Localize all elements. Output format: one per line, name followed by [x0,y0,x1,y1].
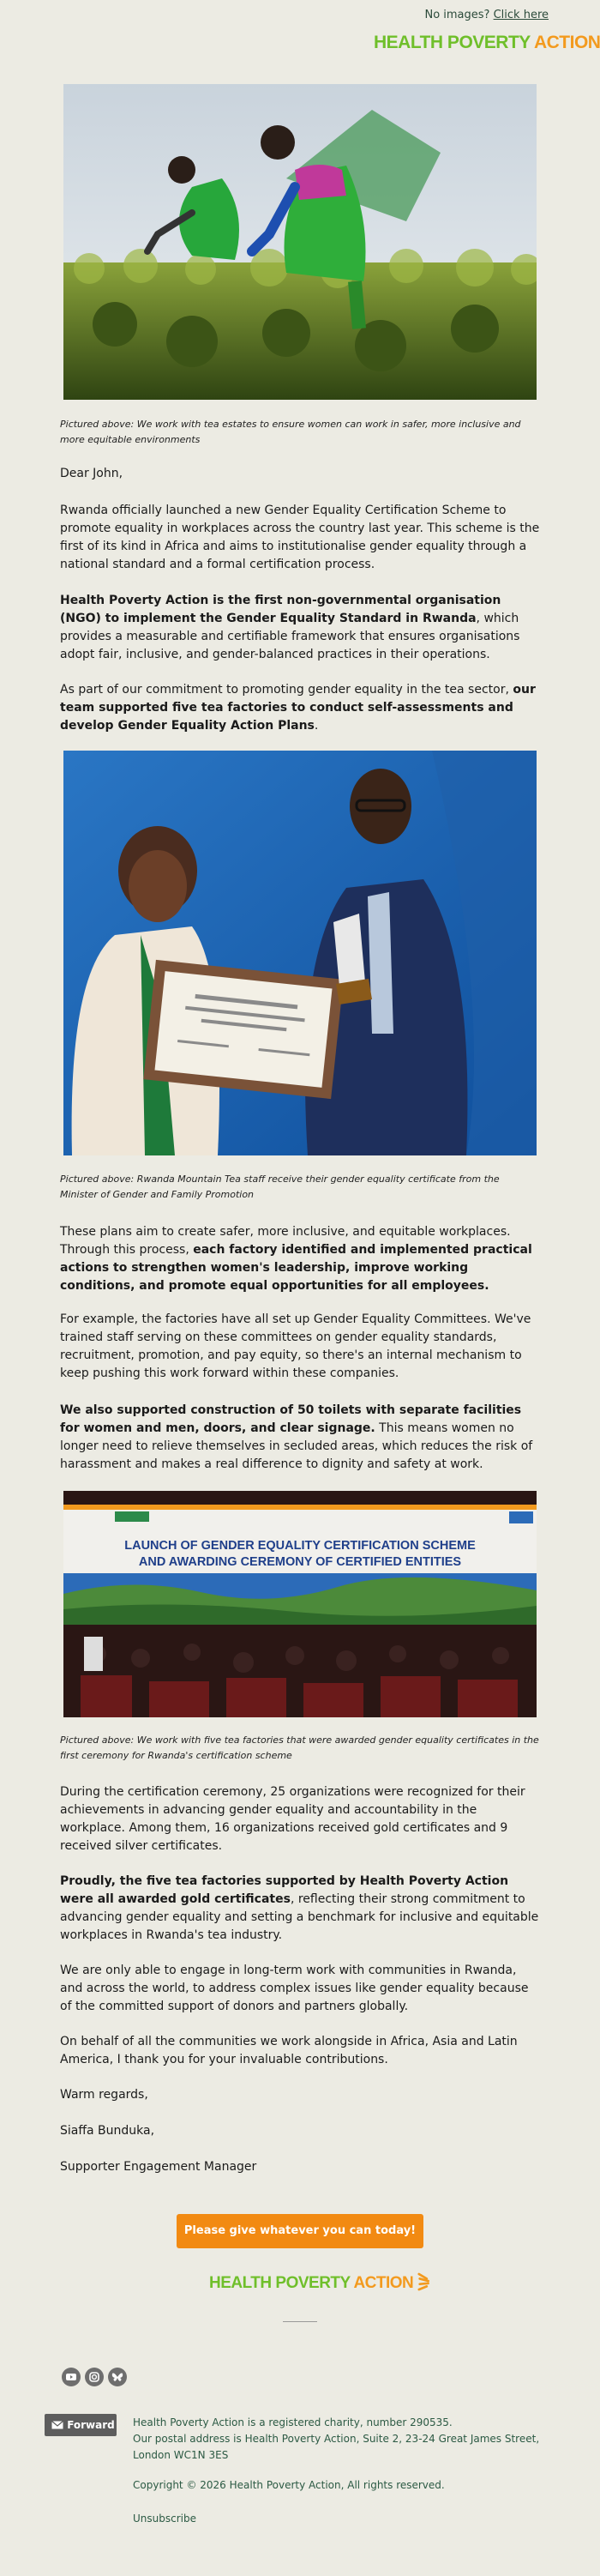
click-here-link[interactable]: Click here [493,9,549,21]
envelope-icon [51,2421,63,2429]
logo-top[interactable] [374,31,600,53]
instagram-icon[interactable] [85,2368,104,2386]
caption-3: Pictured above: We work with five tea factories that were awarded gender equality certificates in the first ceremony for Rwanda's certification scheme [60,1734,539,1761]
paragraph-8-bold: Proudly, the five tea factories supported by Health Poverty Action were all awarded gold certificates [60,1874,509,1906]
banner-line-2: AND AWARDING CEREMONY OF CERTIFIED ENTITIES [138,1555,462,1569]
footer-charity: Health Poverty Action is a registered charity, number 290535. [133,2416,453,2428]
paragraph-2-bold: Health Poverty Action is the first non-governmental organisation (NGO) to implement the Gender Equality Standard in Rwanda [60,594,501,625]
paragraph-4 [60,1223,540,1295]
paragraph-10: On behalf of all the communities we work alongside in Africa, Asia and Latin America, I thank you for your invaluable contributions. [60,2035,518,2066]
paragraph-2 [60,592,540,664]
bluesky-icon[interactable] [108,2368,127,2386]
logo-text-health-poverty: HEALTH POVERTY [209,2274,354,2292]
paragraph-8 [60,1873,540,1945]
signer-name: Siaffa Bunduka, [60,2124,155,2138]
youtube-icon[interactable] [62,2368,81,2386]
unsubscribe-link[interactable]: Unsubscribe [133,2513,196,2525]
greeting: Dear John, [60,467,123,480]
logo-text-action: ACTION [533,33,600,52]
donate-button[interactable]: Please give whatever you can today! [177,2214,423,2248]
signer-role: Supporter Engagement Manager [60,2160,257,2174]
photo-ceremony [63,1491,537,1717]
paragraph-3-bold: our team supported five tea factories to conduct self-assessments and develop Gender Equality Action Plans [60,683,536,733]
banner-title [63,1538,537,1571]
logo-text-action: ACTION [353,2274,414,2292]
paragraph-7: During the certification ceremony, 25 organizations were recognized for their achievements in advancing gender equality and accountability in the workplace. Among them, 16 organizations received gold certificates and 9 received silver certificates. [60,1785,525,1853]
caption-2: Pictured above: Rwanda Mountain Tea staff receive their gender equality certificate from the Minister of Gender and Family Promotion [60,1173,500,1200]
paragraph-1: Rwanda officially launched a new Gender Equality Certification Scheme to promote equality in workplaces across the country last year. This scheme is the first of its kind in Africa and aims to institutionalise gender equality through a national standard and a formal certification process. [60,504,540,571]
paragraph-6 [60,1402,540,1474]
framed-certificate [143,960,343,1099]
paragraph-6-rest: This means women no longer need to relieve themselves in secluded areas, which reduces the risk of harassment and makes a real difference to dignity and safety at work. [60,1421,533,1471]
caption-1: Pictured above: We work with tea estates to ensure women can work in safer, more inclusive and more equitable environments [60,419,521,445]
divider [283,2321,317,2322]
logo-text-health-poverty: HEALTH POVERTY [374,33,534,52]
forward-label: Forward [67,2419,115,2431]
paragraph-3 [60,681,540,735]
no-images-bar [0,9,549,21]
photo-tea-pickers [63,84,537,400]
paragraph-6-bold: We also supported construction of 50 toilets with separate facilities for women and men, doors, and clear signage. [60,1403,522,1435]
paragraph-9: We are only able to engage in long-term work with communities in Rwanda, and across the world, to address complex issues like gender equality because of the committed support of donors and partners globally. [60,1964,529,2013]
paragraph-3-end: . [314,719,319,733]
footer-address: Our postal address is Health Poverty Action, Suite 2, 23-24 Great James Street, London WC1N 3ES [133,2433,540,2461]
forward-button[interactable] [45,2414,117,2436]
signoff: Warm regards, [60,2088,148,2102]
paragraph-4-start: These plans aim to create safer, more inclusive, and equitable workplaces. Through this process, [60,1225,511,1257]
no-images-text: No images? [424,9,490,21]
paragraph-5: For example, the factories have all set up Gender Equality Committees. We've trained staff serving on these committees on gender equality standards, recruitment, promotion, and pay equity, so there's an internal mechanism to keep pushing this work forward within these companies. [60,1312,531,1380]
banner-line-1: LAUNCH OF GENDER EQUALITY CERTIFICATION SCHEME [124,1539,476,1553]
paragraph-2-rest: , which provides a measurable and certifiable framework that ensures organisations adopt fair, inclusive, and gender-balanced practices in their operations. [60,612,520,661]
paragraph-3-start: As part of our commitment to promoting gender equality in the tea sector, [60,683,513,697]
footer-copyright: Copyright © 2026 Health Poverty Action, All rights reserved. [133,2479,445,2491]
logo-sunburst-icon [417,2271,433,2292]
photo-certificate-award [63,751,537,1155]
logo-bottom[interactable] [209,2271,433,2293]
paragraph-8-rest: , reflecting their strong commitment to advancing gender equality and setting a benchmark for inclusive and equitable workplaces in Rwanda's tea industry. [60,1892,539,1942]
paragraph-4-bold: each factory identified and implemented practical actions to strengthen women's leadership, improve working conditions, and promote equal opportunities for all employees. [60,1243,532,1293]
